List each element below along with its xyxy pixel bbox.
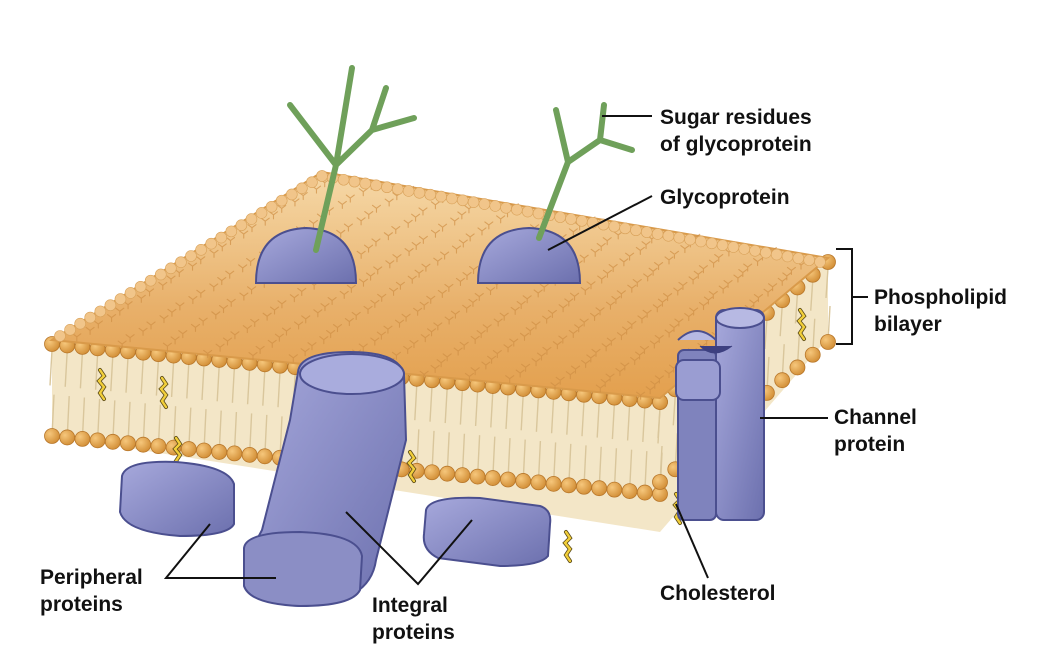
surface-head <box>717 240 728 251</box>
lipid-head <box>775 373 790 388</box>
lipid-head <box>45 429 60 444</box>
lipid-head <box>561 478 576 493</box>
surface-head <box>246 214 257 225</box>
surface-head <box>125 287 136 298</box>
surface-head <box>55 331 66 342</box>
surface-head <box>155 269 166 280</box>
surface-head <box>317 171 328 182</box>
lipid-head <box>455 468 470 483</box>
lipid-head <box>821 335 836 350</box>
surface-head <box>236 220 247 231</box>
surface-head <box>196 244 207 255</box>
surface-head <box>695 236 706 247</box>
surface-head <box>436 191 447 202</box>
lipid-head <box>105 434 120 449</box>
label-peripheral-proteins <box>40 564 143 618</box>
surface-head <box>620 223 631 234</box>
surface-head <box>392 184 403 195</box>
label-sugar-residues <box>660 104 812 158</box>
surface-head <box>95 306 106 317</box>
lipid-head <box>531 475 546 490</box>
label-channel-line1: Channel <box>834 406 917 429</box>
peripheral-protein <box>120 462 234 536</box>
lipid-head <box>577 479 592 494</box>
lipid-head <box>470 469 485 484</box>
surface-head <box>75 318 86 329</box>
surface-head <box>490 200 501 211</box>
surface-head <box>414 187 425 198</box>
lipid-head <box>181 442 196 457</box>
channel-protein-shape <box>676 308 764 520</box>
surface-head <box>566 214 577 225</box>
surface-head <box>739 243 750 254</box>
lipid-head <box>257 449 272 464</box>
surface-head <box>685 234 696 245</box>
surface-head <box>338 174 349 185</box>
surface-head <box>663 230 674 241</box>
lipid-head <box>607 482 622 497</box>
lipid-head <box>227 446 242 461</box>
label-phospholipid-line2: bilayer <box>874 313 942 336</box>
surface-head <box>750 245 761 256</box>
surface-head <box>296 183 307 194</box>
surface-head <box>609 221 620 232</box>
label-cholesterol-line1: Cholesterol <box>660 582 776 605</box>
lipid-head <box>592 481 607 496</box>
surface-head <box>576 215 587 226</box>
lipid-head <box>242 447 257 462</box>
label-sugar-line1: Sugar residues <box>660 106 812 129</box>
label-phospholipid-line1: Phospholipid <box>874 286 1007 309</box>
surface-head <box>226 226 237 237</box>
surface-head <box>186 251 197 262</box>
surface-head <box>65 324 76 335</box>
label-sugar-line2: of glycoprotein <box>660 133 812 156</box>
label-integral-line1: Integral <box>372 594 448 617</box>
label-glycoprotein-line1: Glycoprotein <box>660 186 790 209</box>
surface-head <box>403 185 414 196</box>
surface-head <box>256 207 267 218</box>
surface-head <box>276 195 287 206</box>
surface-head <box>206 238 217 249</box>
lipid-head <box>501 472 516 487</box>
surface-head <box>145 275 156 286</box>
surface-head <box>652 228 663 239</box>
label-glycoprotein <box>660 184 790 211</box>
surface-head <box>115 294 126 305</box>
lipid-head <box>151 439 166 454</box>
lipid-head <box>546 476 561 491</box>
lipid-head <box>75 431 90 446</box>
label-channel-protein <box>834 404 917 458</box>
lipid-head <box>212 444 227 459</box>
lipid-head <box>790 360 805 375</box>
surface-head <box>266 201 277 212</box>
surface-head <box>533 208 544 219</box>
surface-head <box>85 312 96 323</box>
label-cholesterol <box>660 580 776 607</box>
label-phospholipid-bilayer <box>874 284 1007 338</box>
lipid-head <box>197 443 212 458</box>
surface-head <box>815 257 826 268</box>
surface-head <box>105 300 116 311</box>
lipid-head <box>485 471 500 486</box>
surface-head <box>706 238 717 249</box>
lipid-head <box>805 347 820 362</box>
surface-head <box>371 180 382 191</box>
surface-head <box>555 212 566 223</box>
surface-head <box>360 178 371 189</box>
lipid-head <box>653 475 668 490</box>
surface-head <box>381 182 392 193</box>
surface-head <box>641 227 652 238</box>
surface-head <box>457 195 468 206</box>
surface-head <box>286 189 297 200</box>
surface-head <box>630 225 641 236</box>
lipid-head <box>90 433 105 448</box>
lipid-head <box>637 485 652 500</box>
surface-head <box>349 176 360 187</box>
lipid-head <box>440 466 455 481</box>
lipid-head <box>516 473 531 488</box>
surface-head <box>804 255 815 266</box>
label-peripheral-line2: proteins <box>40 593 123 616</box>
lipid-head <box>136 437 151 452</box>
surface-head <box>468 197 479 208</box>
surface-head <box>760 247 771 258</box>
surface-head <box>522 206 533 217</box>
surface-head <box>511 204 522 215</box>
surface-head <box>306 177 317 188</box>
lipid-tail <box>50 350 52 385</box>
surface-head <box>501 202 512 213</box>
surface-head <box>165 263 176 274</box>
surface-head <box>175 257 186 268</box>
surface-head <box>135 281 146 292</box>
lipid-head <box>121 436 136 451</box>
surface-head <box>425 189 436 200</box>
surface-head <box>728 242 739 253</box>
surface-head <box>216 232 227 243</box>
label-channel-line2: protein <box>834 433 906 456</box>
surface-head <box>446 193 457 204</box>
lipid-head <box>60 430 75 445</box>
label-integral-proteins <box>372 592 455 646</box>
surface-head <box>793 253 804 264</box>
label-peripheral-line1: Peripheral <box>40 566 143 589</box>
surface-head <box>782 251 793 262</box>
surface-head <box>674 232 685 243</box>
lipid-head <box>622 484 637 499</box>
surface-head <box>479 199 490 210</box>
bracket-phospholipid <box>836 249 868 344</box>
surface-head <box>771 249 782 260</box>
label-integral-line2: proteins <box>372 621 455 644</box>
lipid-head <box>425 465 440 480</box>
